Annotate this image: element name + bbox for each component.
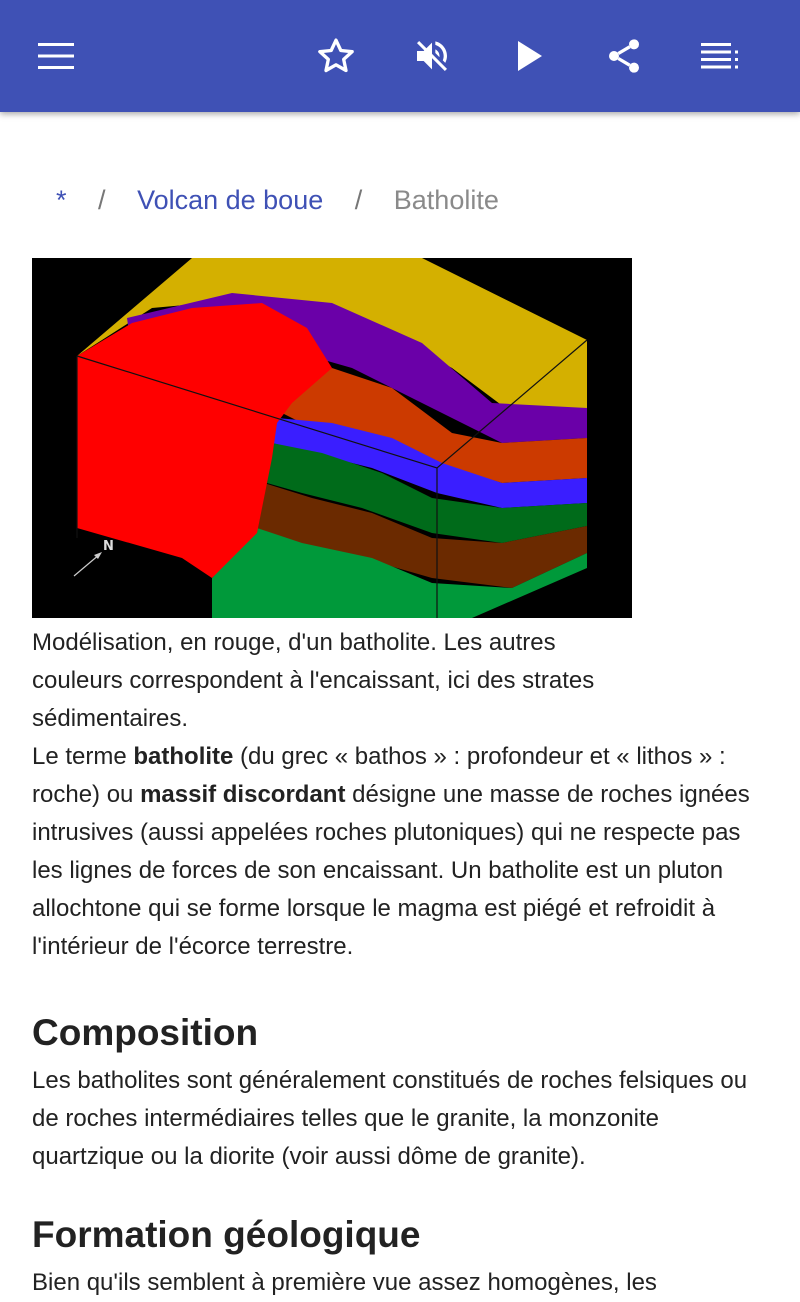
section-title-formation: Formation géologique bbox=[32, 1214, 421, 1255]
article-content bbox=[32, 258, 772, 1302]
formation-paragraph: Bien qu'ils semblent à première vue assez homogènes, les bbox=[32, 1269, 657, 1296]
intro-text-3: désigne une masse de roches ignées intrusives (aussi appelées roches plutoniques) qui ne respecte pas les lignes de forces de son encaissant. Un batholite est un pluton allochtone qui se forme lorsque le magma est piégé et refroidit à l'intérieur de l'écorce terrestre. bbox=[32, 781, 750, 960]
intro-text-1: Le terme bbox=[32, 743, 134, 770]
section-title-composition: Composition bbox=[32, 1012, 259, 1053]
breadcrumb-root-link[interactable]: * bbox=[56, 185, 67, 215]
star-icon bbox=[316, 36, 356, 76]
batholith-figure[interactable] bbox=[32, 258, 632, 618]
breadcrumb-separator: / bbox=[98, 185, 106, 215]
composition-paragraph: Les batholites sont généralement constitués de roches felsiques ou de roches intermédiaires telles que le granite, la monzonite quartzique ou la diorite (voir aussi dôme de granite). bbox=[32, 1067, 748, 1170]
volume-off-icon bbox=[412, 36, 452, 76]
play-icon bbox=[516, 40, 544, 72]
figure-caption: Modélisation, en rouge, d'un batholite. Les autres couleurs correspondent à l'encaissant, ici des strates sédimentaires. bbox=[32, 629, 595, 732]
share-icon bbox=[604, 36, 644, 76]
intro-text-2: (du grec « bathos » : profondeur et « lithos » : roche) ou bbox=[32, 743, 726, 808]
menu-button[interactable] bbox=[28, 28, 84, 84]
breadcrumb bbox=[56, 180, 499, 220]
term-massif-discordant: massif discordant bbox=[140, 781, 346, 808]
contents-button[interactable] bbox=[692, 28, 748, 84]
breadcrumb-current: Batholite bbox=[393, 185, 499, 215]
share-button[interactable] bbox=[596, 28, 652, 84]
compass-label: N bbox=[103, 539, 114, 554]
list-icon bbox=[701, 43, 739, 69]
play-button[interactable] bbox=[502, 28, 558, 84]
batholith-model-image bbox=[32, 258, 632, 618]
term-batholite: batholite bbox=[133, 743, 234, 770]
mute-button[interactable] bbox=[404, 28, 460, 84]
hamburger-menu-icon bbox=[38, 43, 74, 69]
intro-paragraph bbox=[32, 738, 772, 966]
app-toolbar bbox=[0, 0, 800, 112]
breadcrumb-parent-link[interactable]: Volcan de boue bbox=[137, 185, 324, 215]
bookmark-button[interactable] bbox=[308, 28, 364, 84]
breadcrumb-separator: / bbox=[354, 185, 363, 215]
